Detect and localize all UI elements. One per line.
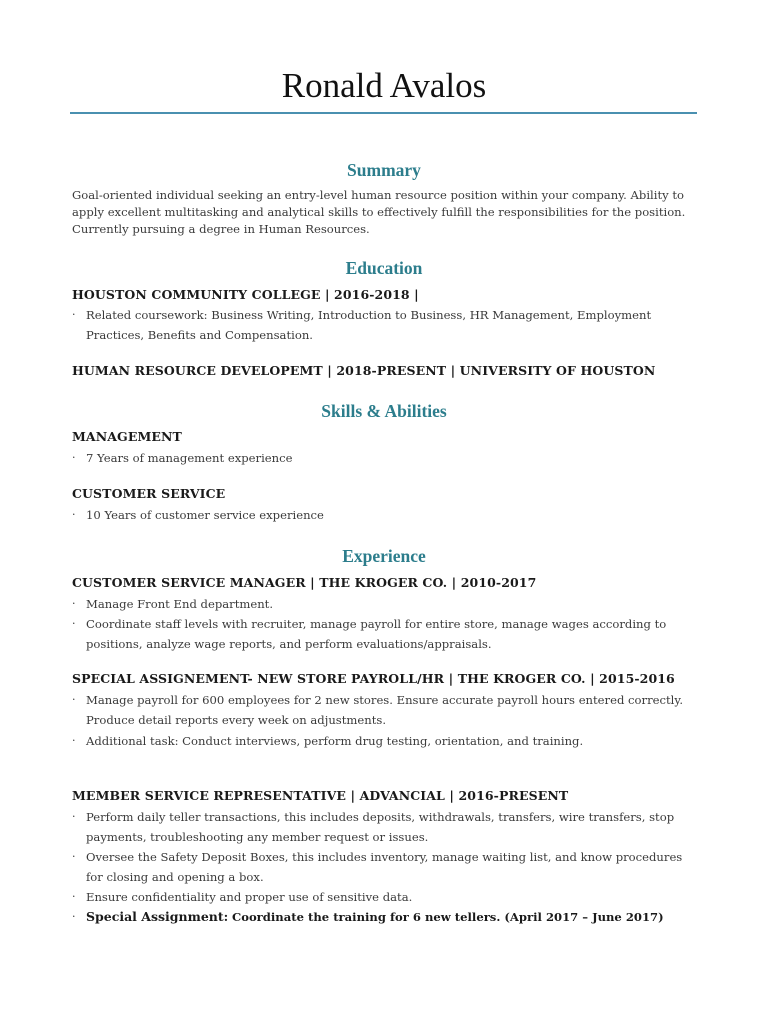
bullet-marker: · [72,850,76,863]
bullet-marker: · [72,910,76,923]
bullet-marker: · [72,890,76,903]
candidate-name: Ronald Avalos [281,66,487,105]
summary-line: apply excellent multitasking and analytical skills to effectively fulfill the responsibilities for the position. [72,205,686,219]
experience-title: Experience [342,546,426,566]
education-heading: HOUSTON COMMUNITY COLLEGE | 2016-2018 | [72,287,419,302]
summary-line: Currently pursuing a degree in Human Resources. [72,222,370,236]
job-heading: MEMBER SERVICE REPRESENTATIVE | ADVANCIAL | 2016-PRESENT [72,788,569,803]
special-assignment-label: Special Assignment: [86,909,229,924]
education-title: Education [345,258,423,278]
skills-title: Skills & Abilities [321,401,447,421]
header-divider [70,112,697,114]
summary-title: Summary [347,160,421,180]
skill-heading: CUSTOMER SERVICE [72,486,226,501]
resume-page: Ronald Avalos Summary Goal-oriented individual seeking an entry-level human resource position within your company. Ability to apply excellent multitasking and analytical skills to effectively fulfill the responsibilities for the position. Currently pursuing a degree in Human Resources. Education HOUSTON COMMUNITY COLLEGE | 2016-2018 | · Related coursework: Business Writing, Introduction to Business, HR Management, Employment Practices, Benefits and Compensation. HUMAN RESOURCE DEVELOPEMT | 2018-PRESENT | UNIVERSITY OF HOUSTON Skills & Abilities MANAGEMENT · 7 Years of management experience CUSTOMER SERVICE · 10 Years of customer service experience Experience CUSTOMER SERVICE MANAGER | THE KROGER CO. | 2010-2017 · Manage Front End department. · Coordinate staff levels with recruiter, manage payroll for entire store, manage wages according to positions, analyze wage reports, and perform evaluations/appraisals. SPECIAL ASSIGNEMENT- NEW STORE PAYROLL/HR | THE KROGER CO. | 2015-2016 · Manage payroll for 600 employees for 2 new stores. Ensure accurate payroll hours entered correctly. Produce detail reports every week on adjustments. · Additional task: Conduct interviews, perform drug testing, orientation, and training. MEMBER SERVICE REPRESENTATIVE | ADVANCIAL | 2016-PRESENT · Perform daily teller transactions, this includes deposits, withdrawals, transfers, wire transfers, stop payments, troubleshooting any member request or issues. · Oversee the Safety Deposit Boxes, this includes inventory, manage waiting list, and know procedures for closing and opening a box. · Ensure confidentiality and proper use of sensitive data. · Special Assignment: Coordinate the training for 6 new tellers. (April 2017 – June 2017) [0,0,768,1024]
summary-line: Goal-oriented individual seeking an entry-level human resource position within your company. Ability to [72,188,685,202]
bullet-marker: · [72,810,76,823]
special-assignment-text: Coordinate the training for 6 new tellers. (April 2017 – June 2017) [231,910,664,924]
bullet-marker: · [72,734,76,747]
bullet-marker: · [72,693,76,706]
education-heading: HUMAN RESOURCE DEVELOPEMT | 2018-PRESENT | UNIVERSITY OF HOUSTON [72,363,656,378]
bullet-marker: · [72,451,76,464]
summary-text [72,187,702,238]
skill-heading: MANAGEMENT [72,429,182,444]
bullet-marker: · [72,597,76,610]
bullet-marker: · [72,508,76,521]
bullet-marker: · [72,617,76,630]
bullet-marker: · [72,308,76,321]
job-heading: CUSTOMER SERVICE MANAGER | THE KROGER CO. | 2010-2017 [72,575,537,590]
job-heading: SPECIAL ASSIGNEMENT- NEW STORE PAYROLL/HR | THE KROGER CO. | 2015-2016 [72,671,675,686]
